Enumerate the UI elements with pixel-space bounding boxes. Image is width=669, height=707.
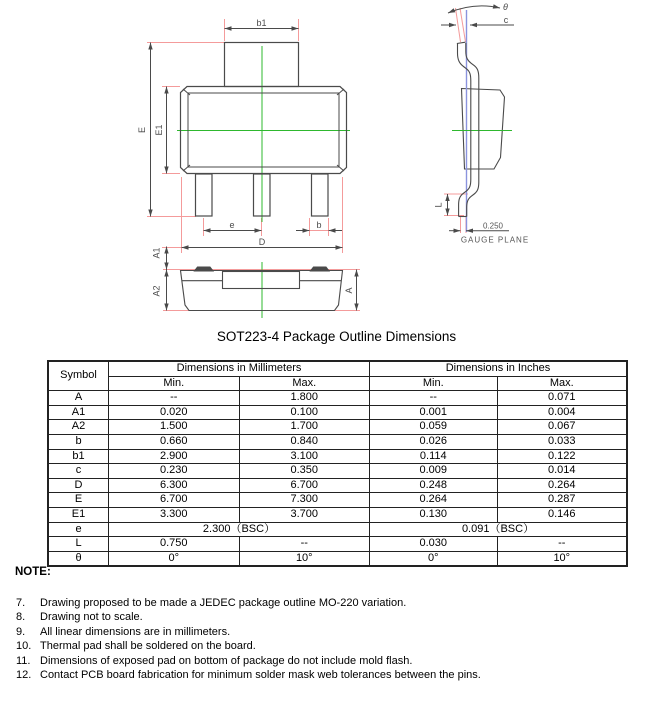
dim-label-D: D [258,237,266,247]
table-row: A1 0.020 0.100 0.001 0.004 [48,405,627,420]
header-in-max: Max. [497,376,627,391]
table-row: A2 1.500 1.700 0.059 0.067 [48,420,627,435]
dim-label-L: L [433,202,444,208]
table-header-row [48,361,627,376]
header-symbol: Symbol [48,361,109,391]
note-item: 11. Dimensions of exposed pad on bottom of package do not include mold flash. [16,654,413,667]
header-mm-max: Max. [239,376,370,391]
note-item: 8. Drawing not to scale. [16,611,143,624]
notes-heading: NOTE: [15,566,51,578]
table-row: A -- 1.800 -- 0.071 [48,391,627,406]
dim-label-A: A [344,287,354,294]
table-row: E 6.700 7.300 0.264 0.287 [48,493,627,508]
note-item: 10. Thermal pad shall be soldered on the board. [16,640,256,653]
table-row: b 0.660 0.840 0.026 0.033 [48,434,627,449]
dim-label-c: c [503,15,509,25]
dim-label-e: e [229,220,235,230]
table-row: E1 3.300 3.700 0.130 0.146 [48,507,627,522]
note-item: 9. All linear dimensions are in millimeters. [16,625,231,638]
note-item: 7. Drawing proposed to be made a JEDEC package outline MO-220 variation. [16,597,407,609]
figure-title: SOT223-4 Package Outline Dimensions [216,329,457,344]
dim-label-theta: θ [503,2,508,12]
dim-label-A1: A1 [151,247,162,259]
table-row: L 0.750 -- 0.030 -- [48,537,627,552]
header-mm-group: Dimensions in Millimeters [109,361,370,376]
notes-list [16,596,481,682]
gauge-offset-value: 0.250 [482,221,504,231]
table-row: b1 2.900 3.100 0.114 0.122 [48,449,627,464]
table-row: c 0.230 0.350 0.009 0.014 [48,464,627,479]
header-mm-min: Min. [109,376,240,391]
dim-label-A2: A2 [151,285,162,297]
dimensions-table [47,360,628,567]
header-in-group: Dimensions in Inches [370,361,628,376]
table-subheader-row [48,376,627,391]
dim-label-E: E [137,126,147,134]
note-item: 12. Contact PCB board fabrication for minimum solder mask web tolerances between the pins. [16,669,481,682]
side-view [434,2,530,245]
bottom-view [152,247,361,319]
dim-label-E1: E1 [154,124,164,136]
gauge-plane-label: GAUGE PLANE [460,235,530,245]
front-view [137,18,350,253]
table-row-e: e 2.300（BSC） 0.091（BSC） [48,522,627,537]
dim-label-b: b [316,220,322,230]
header-in-min: Min. [370,376,498,391]
table-row: θ 0° 10° 0° 10° [48,551,627,566]
dim-label-b1: b1 [256,18,267,28]
table-row: D 6.300 6.700 0.248 0.264 [48,478,627,493]
